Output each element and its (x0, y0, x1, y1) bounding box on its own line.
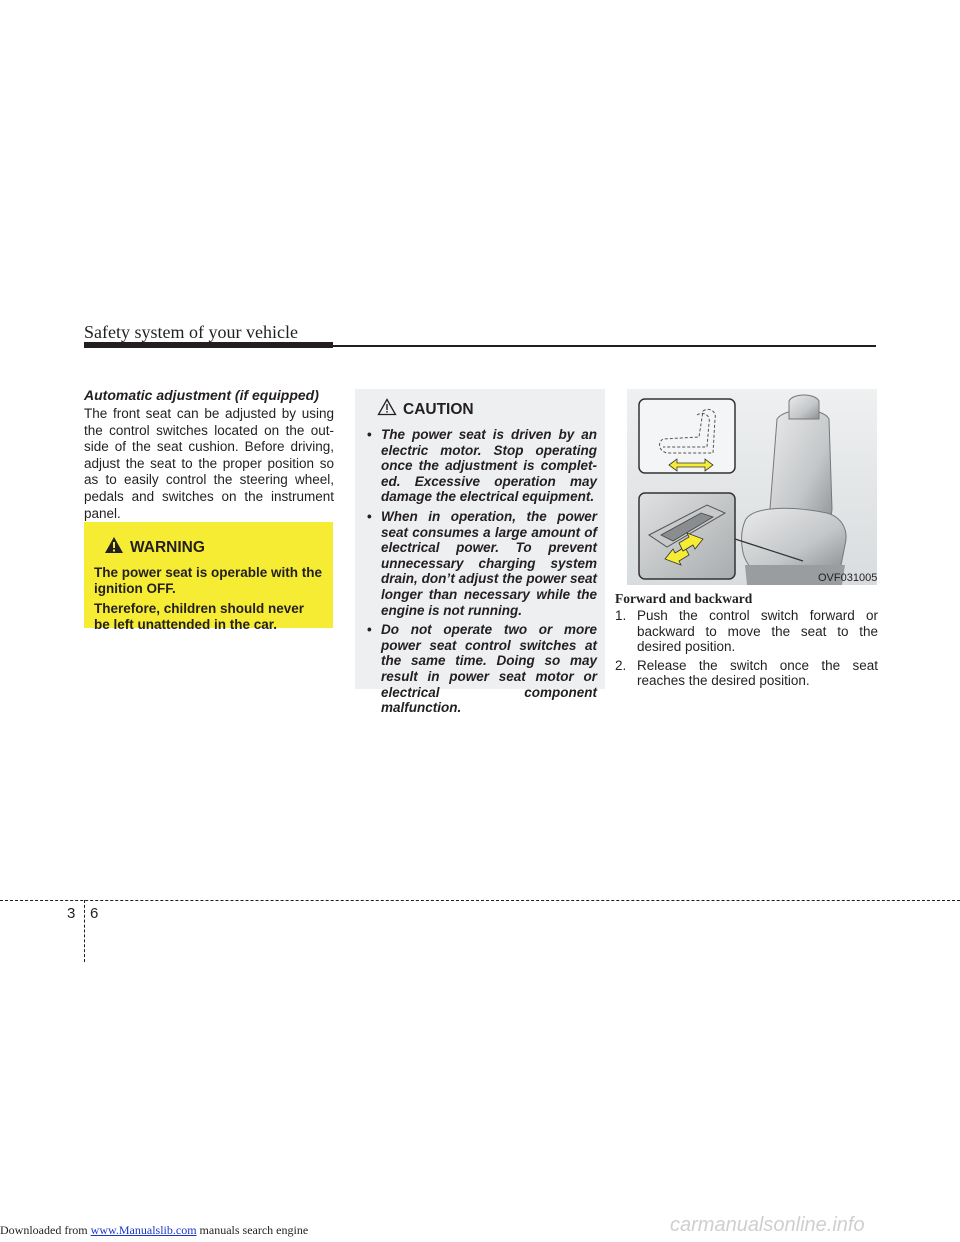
caution-box (355, 389, 605, 716)
watermark: carmanualsonline.info (670, 1214, 865, 1236)
header-rule-thick (84, 342, 333, 348)
page-header-title: Safety system of your vehicle (84, 322, 298, 342)
page-number: 6 (90, 905, 99, 922)
section-subheading: Automatic adjustment (if equipped) (84, 387, 319, 403)
caution-list (367, 427, 597, 716)
section-body: The front seat can be adjusted by using the control switches located on the out-side of the seat cushion. Before driving, adjust the seat to the proper position so as to easily control the steering wheel, pedals and switches on the instrument panel. (84, 406, 334, 521)
warning-text-2: Therefore, children should never be left unattended in the car. (94, 601, 305, 632)
forward-backward-title: Forward and backward (615, 591, 753, 606)
caution-item: • When in operation, the power seat consumes a large amount of electrical power. To prevent unnecessary charging system drain, don’t adjust the power seat longer than necessary while the engine is not running. (367, 508, 597, 618)
warning-text-1: The power seat is operable with the ignition OFF. (94, 565, 323, 596)
warning-heading (104, 536, 323, 559)
caution-triangle-icon (377, 398, 397, 421)
footer-dashed-divider (84, 900, 85, 962)
manualslib-link[interactable]: www.Manualslib.com (90, 1223, 197, 1237)
instruction-step: 1. Push the control switch forward or backward to move the seat to the desired position. (615, 608, 878, 654)
caution-item: • Do not operate two or more power seat control switches at the same time. Doing so may result in power seat motor or electrical component malfunction. (367, 622, 597, 716)
instruction-step: 2. Release the switch once the seat reaches the desired position. (615, 657, 878, 688)
footer-dashed-rule (0, 900, 960, 901)
download-credit: Downloaded from www.Manualslib.com manuals search engine (0, 1223, 309, 1237)
caution-item: • The power seat is driven by an electric motor. Stop operating once the adjustment is complet-ed. Excessive operation may damage the electrical equipment. (367, 427, 597, 505)
warning-label: WARNING (130, 538, 205, 556)
figure-code: OVF031005 (818, 572, 878, 584)
power-seat-illustration (627, 389, 877, 585)
header-rule-thin (333, 345, 876, 347)
page-section-number: 3 (67, 905, 76, 922)
warning-triangle-icon (104, 536, 124, 559)
warning-box (84, 522, 333, 632)
caution-label: CAUTION (403, 400, 474, 418)
instruction-steps (615, 608, 878, 692)
caution-heading (377, 398, 597, 421)
